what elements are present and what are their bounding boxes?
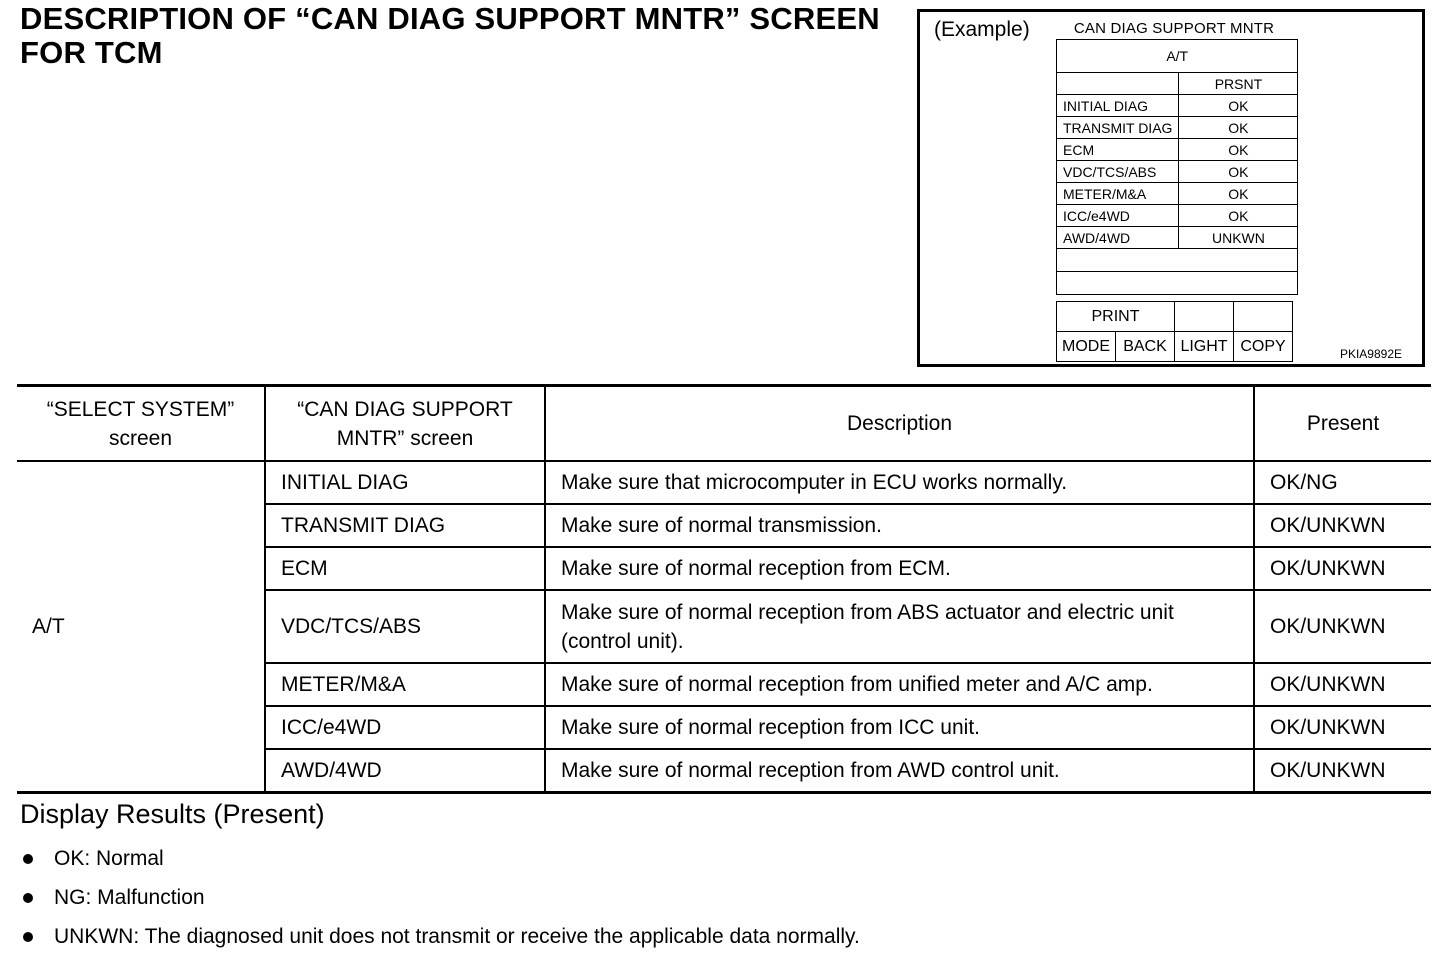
list-item	[20, 845, 860, 884]
header-description: Description	[545, 386, 1254, 462]
present-cell: OK/UNKWN	[1254, 749, 1431, 793]
description-cell: Make sure of normal reception from AWD control unit.	[545, 749, 1254, 793]
example-row-value: UNKWN	[1179, 227, 1298, 249]
example-header-blank	[1057, 73, 1179, 95]
example-monitor-table	[1056, 39, 1298, 295]
example-blank-row	[1057, 272, 1298, 295]
example-row-name: VDC/TCS/ABS	[1057, 161, 1179, 183]
present-cell: OK/NG	[1254, 461, 1431, 504]
example-row-name: ICC/e4WD	[1057, 205, 1179, 227]
description-cell: Make sure of normal reception from ICC unit.	[545, 706, 1254, 749]
header-select-system: “SELECT SYSTEM” screen	[17, 386, 265, 462]
bullet-icon	[23, 893, 33, 903]
bullet-icon	[23, 854, 33, 864]
example-row-name: INITIAL DIAG	[1057, 95, 1179, 117]
example-row-name: METER/M&A	[1057, 183, 1179, 205]
present-cell: OK/UNKWN	[1254, 547, 1431, 590]
item-cell: VDC/TCS/ABS	[265, 590, 545, 663]
example-row	[1057, 139, 1298, 161]
item-cell: ECM	[265, 547, 545, 590]
page-title: DESCRIPTION OF “CAN DIAG SUPPORT MNTR” SCREEN FOR TCM	[20, 1, 880, 70]
light-button[interactable]: LIGHT	[1175, 332, 1234, 362]
example-row	[1057, 161, 1298, 183]
example-button-bar	[1056, 301, 1293, 362]
example-row-name: ECM	[1057, 139, 1179, 161]
example-label: (Example)	[934, 18, 1030, 41]
table-row	[17, 461, 1431, 504]
figure-code: PKIA9892E	[1339, 347, 1402, 361]
example-row	[1057, 95, 1298, 117]
back-button[interactable]: BACK	[1116, 332, 1175, 362]
description-cell: Make sure of normal transmission.	[545, 504, 1254, 547]
print-button[interactable]: PRINT	[1057, 302, 1175, 332]
item-cell: INITIAL DIAG	[265, 461, 545, 504]
description-cell: Make sure of normal reception from ECM.	[545, 547, 1254, 590]
bullet-icon	[23, 932, 33, 942]
list-item-text: NG: Malfunction	[54, 886, 205, 909]
example-column-header: PRSNT	[1179, 73, 1298, 95]
item-cell: AWD/4WD	[265, 749, 545, 793]
can-diag-table	[17, 384, 1431, 794]
present-cell: OK/UNKWN	[1254, 663, 1431, 706]
list-item	[20, 923, 860, 962]
list-item-text: OK: Normal	[54, 847, 164, 870]
example-row	[1057, 205, 1298, 227]
mode-button[interactable]: MODE	[1057, 332, 1116, 362]
system-cell: A/T	[17, 461, 265, 793]
header-can-diag-screen: “CAN DIAG SUPPORT MNTR” screen	[265, 386, 545, 462]
blank-button[interactable]	[1175, 302, 1234, 332]
list-item	[20, 884, 860, 923]
example-screen-title: CAN DIAG SUPPORT MNTR	[1073, 20, 1275, 37]
example-row-value: OK	[1179, 117, 1298, 139]
example-system: A/T	[1057, 40, 1298, 73]
example-row-name: AWD/4WD	[1057, 227, 1179, 249]
example-row	[1057, 117, 1298, 139]
example-row-name: TRANSMIT DIAG	[1057, 117, 1179, 139]
item-cell: METER/M&A	[265, 663, 545, 706]
example-screen-figure	[917, 9, 1425, 367]
header-present: Present	[1254, 386, 1431, 462]
description-cell: Make sure of normal reception from unified meter and A/C amp.	[545, 663, 1254, 706]
example-row	[1057, 183, 1298, 205]
description-cell: Make sure that microcomputer in ECU works normally.	[545, 461, 1254, 504]
item-cell: ICC/e4WD	[265, 706, 545, 749]
present-cell: OK/UNKWN	[1254, 706, 1431, 749]
example-row-value: OK	[1179, 161, 1298, 183]
display-results-title: Display Results (Present)	[20, 799, 325, 829]
example-row	[1057, 227, 1298, 249]
blank-button[interactable]	[1234, 302, 1293, 332]
item-cell: TRANSMIT DIAG	[265, 504, 545, 547]
description-cell: Make sure of normal reception from ABS actuator and electric unit (control unit).	[545, 590, 1254, 663]
list-item-text: UNKWN: The diagnosed unit does not transmit or receive the applicable data normally.	[54, 925, 860, 948]
example-blank-row	[1057, 249, 1298, 272]
copy-button[interactable]: COPY	[1234, 332, 1293, 362]
display-results-list	[20, 845, 860, 962]
example-row-value: OK	[1179, 95, 1298, 117]
present-cell: OK/UNKWN	[1254, 590, 1431, 663]
example-row-value: OK	[1179, 205, 1298, 227]
present-cell: OK/UNKWN	[1254, 504, 1431, 547]
example-row-value: OK	[1179, 183, 1298, 205]
table-header-row	[17, 386, 1431, 462]
example-row-value: OK	[1179, 139, 1298, 161]
